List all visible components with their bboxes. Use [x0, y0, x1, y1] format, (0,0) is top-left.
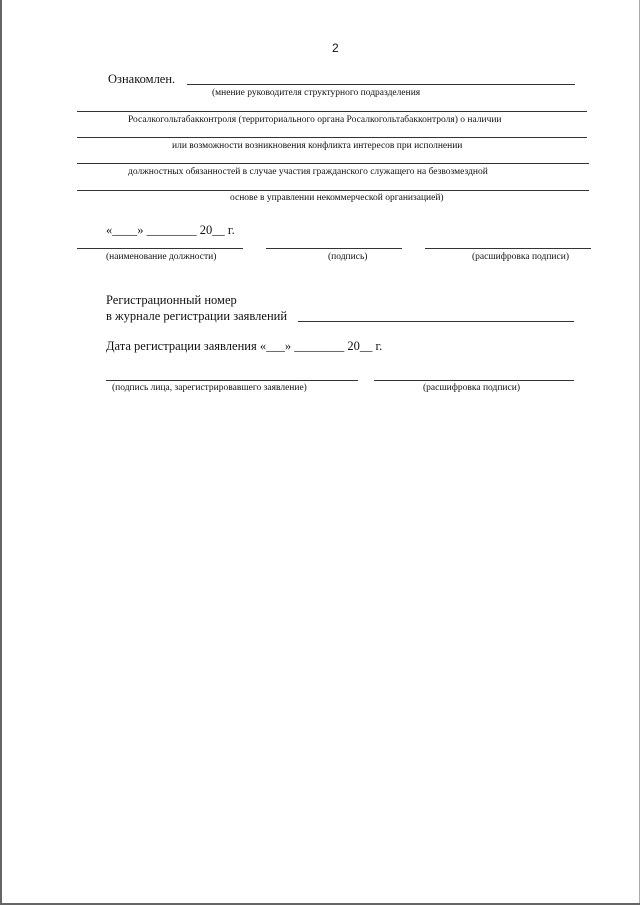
decoding-underline — [425, 248, 591, 249]
opinion-underline-1 — [77, 111, 587, 112]
opinion-line-1: (мнение руководителя структурного подразделения — [212, 88, 421, 98]
registration-date-label: Дата регистрации заявления «___» ________ 20__ г. — [106, 339, 383, 353]
position-underline — [77, 248, 243, 249]
date-line: «____» ________ 20__ г. — [106, 223, 235, 237]
acquainted-label: Ознакомлен. — [108, 72, 176, 86]
opinion-line-4: должностных обязанностей в случае участия гражданского служащего на безвозмездной — [128, 167, 488, 177]
opinion-underline-3 — [77, 163, 589, 164]
registrar-signature-underline — [106, 380, 358, 381]
registration-journal-label: в журнале регистрации заявлений — [106, 309, 288, 323]
opinion-line-5: основе в управлении некоммерческой организацией) — [230, 193, 444, 203]
registration-number-underline — [298, 321, 574, 322]
opinion-line-3: или возможности возникновения конфликта интересов при исполнении — [172, 141, 463, 151]
registrar-decoding-label: (расшифровка подписи) — [423, 383, 520, 393]
registrar-decoding-underline — [374, 380, 574, 381]
opinion-line-2: Росалкогольтабакконтроля (территориального органа Росалкогольтабакконтроля) о наличии — [128, 115, 502, 125]
position-label: (наименование должности) — [106, 252, 217, 262]
page-number: 2 — [332, 41, 339, 55]
registration-number-label: Регистрационный номер — [106, 293, 237, 307]
signature-underline — [266, 248, 402, 249]
opinion-underline-4 — [77, 190, 589, 191]
registrar-signature-label: (подпись лица, зарегистрировавшего заявление) — [112, 383, 307, 393]
opinion-underline-2 — [77, 137, 587, 138]
signature-label: (подпись) — [328, 252, 368, 262]
decoding-label: (расшифровка подписи) — [472, 252, 569, 262]
scan-edge-left — [0, 0, 2, 905]
acquainted-underline — [187, 84, 575, 85]
